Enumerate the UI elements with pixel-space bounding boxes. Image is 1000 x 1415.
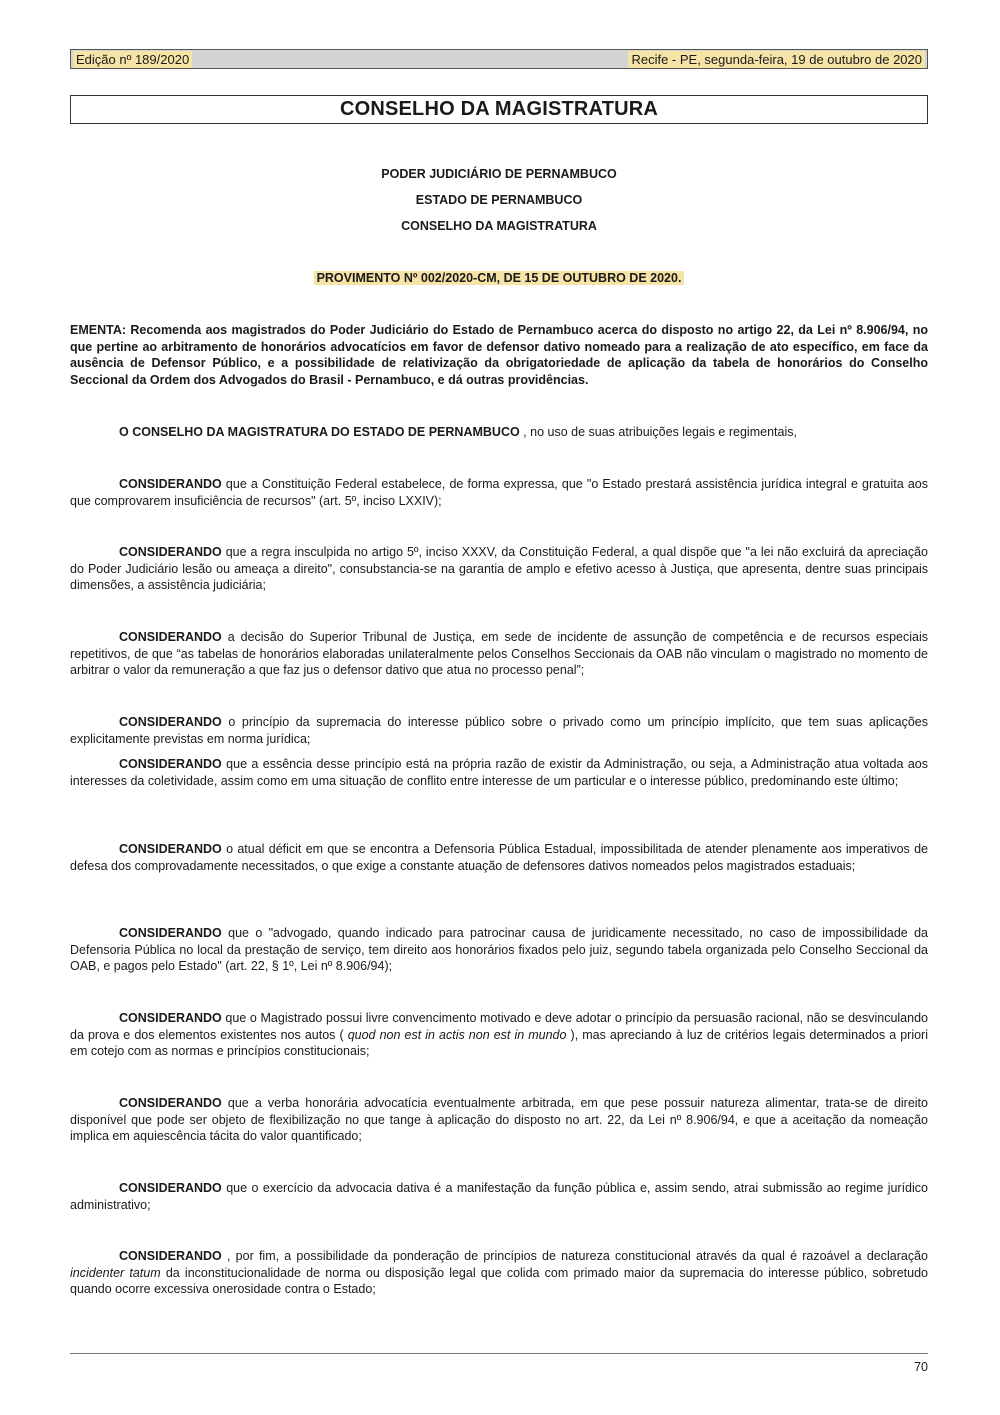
footer-divider xyxy=(70,1353,928,1354)
considerando-text: que a essência desse princípio está na própria razão de existir da Administração, ou seja, a Administração atua voltada aos interesses da coletividade, assim como em uma situação de conflito entre interesse de um particular e o interesse público, predominando este último; xyxy=(70,757,928,788)
section-title-box xyxy=(70,95,928,124)
considerando-text: da inconstitucionalidade de norma ou disposição legal que colida com primado maior da supremacia do interesse público, sobretudo quando ocorre excessiva onerosidade contra o Estado; xyxy=(70,1265,928,1296)
considerando-paragraph xyxy=(70,925,928,975)
considerando-text: ), mas apreciando à luz de critérios legais determinados a priori em cotejo com as normas e princípios constitucionais; xyxy=(70,1027,928,1058)
provimento-title-line xyxy=(70,270,928,286)
page-number: 70 xyxy=(914,1360,928,1374)
considerando-text: , por fim, a possibilidade da ponderação de princípios de natureza constitucional através da qual é razoável a declaração xyxy=(221,1249,928,1263)
considerando-paragraph xyxy=(70,714,928,747)
considerando-paragraph xyxy=(70,756,928,789)
provimento-title: PROVIMENTO Nº 002/2020-CM, DE 15 DE OUTUBRO DE 2020. xyxy=(314,271,685,285)
considerando-text: que o Magistrado possui livre convencimento motivado e deve adotar o princípio da persuasão racional, não se desvinculando da prova e dos elementos existentes nos autos ( xyxy=(70,1011,928,1042)
preamble-paragraph xyxy=(70,424,928,441)
considerando-keyword: CONSIDERANDO xyxy=(119,715,222,729)
considerando-paragraph xyxy=(70,1248,928,1298)
considerando-text: que a verba honorária advocatícia eventualmente arbitrada, em que pese possuir natureza alimentar, trata-se de direito disponível que pode ser objeto de flexibilização no que tange à aplicação do disposto no art. 22, da Lei nº 8.906/94, e que a aceitação da nomeação implica em aquiescência tácita do valor quantificado; xyxy=(70,1096,928,1143)
edition-header-bar xyxy=(70,49,928,69)
considerando-paragraph xyxy=(70,629,928,679)
preamble-bold: O CONSELHO DA MAGISTRATURA DO ESTADO DE PERNAMBUCO xyxy=(119,425,520,439)
considerando-text: a decisão do Superior Tribunal de Justiça, em sede de incidente de assunção de competência e de recursos especiais repetitivos, de que “as tabelas de honorários elaboradas unilateralmente pelos Conselhos Seccionais da OAB não vinculam o magistrado no momento de arbitrar o valor da remuneração a que faz jus o defensor dativo que atua no processo penal”; xyxy=(70,630,928,677)
considerando-paragraph xyxy=(70,1095,928,1145)
edition-number: Edição nº 189/2020 xyxy=(73,51,192,68)
considerando-paragraph xyxy=(70,544,928,594)
latin-expression: quod non est in actis non est in mundo xyxy=(347,1027,567,1042)
considerando-text: o princípio da supremacia do interesse público sobre o privado como um princípio implícito, que tem suas aplicações explicitamente previstas em norma jurídica; xyxy=(70,715,928,746)
considerando-keyword: CONSIDERANDO xyxy=(119,1249,222,1263)
edition-date: Recife - PE, segunda-feira, 19 de outubro de 2020 xyxy=(628,51,925,68)
considerando-keyword: CONSIDERANDO xyxy=(119,757,222,771)
considerando-paragraph xyxy=(70,476,928,509)
preamble-text: , no uso de suas atribuições legais e regimentais, xyxy=(519,425,797,439)
considerando-text: que a regra insculpida no artigo 5º, inciso XXXV, da Constituição Federal, a qual dispõe que "a lei não excluirá da apreciação do Poder Judiciário lesão ou ameaça a direito", consubstancia-se na garantia de amplo e efetivo acesso à Justiça, que apresenta, dentre suas principais dimensões, a assistência judiciária; xyxy=(70,545,928,592)
considerando-text: que a Constituição Federal estabelece, de forma expressa, que "o Estado prestará assistência jurídica integral e gratuita aos que comprovarem insuficiência de recursos" (art. 5º, inciso LXXIV); xyxy=(70,477,928,508)
considerando-keyword: CONSIDERANDO xyxy=(119,1181,222,1195)
ementa-paragraph: EMENTA: Recomenda aos magistrados do Poder Judiciário do Estado de Pernambuco acerca do disposto no artigo 22, da Lei nº 8.906/94, no que pertine ao arbitramento de honorários advocatícios em favor de defensor dativo nomeado para a realização de ato específico, em face da ausência de Defensor Público, e a possibilidade de relativização da obrigatoriedade de aplicação da tabela de honorários do Conselho Seccional da Ordem dos Advogados do Brasil - Pernambuco, e dá outras providências. xyxy=(70,323,928,387)
considerando-keyword: CONSIDERANDO xyxy=(119,842,222,856)
institution-line-council: CONSELHO DA MAGISTRATURA xyxy=(401,219,597,233)
considerando-keyword: CONSIDERANDO xyxy=(119,1096,222,1110)
considerando-paragraph xyxy=(70,841,928,874)
institution-line-state: ESTADO DE PERNAMBUCO xyxy=(415,193,583,207)
considerando-keyword: CONSIDERANDO xyxy=(119,630,222,644)
institution-line-judiciary: PODER JUDICIÁRIO DE PERNAMBUCO xyxy=(381,167,617,181)
considerando-text: que o exercício da advocacia dativa é a manifestação da função pública e, assim sendo, atrai submissão ao regime jurídico administrativo; xyxy=(70,1181,928,1212)
considerando-keyword: CONSIDERANDO xyxy=(119,545,222,559)
considerando-paragraph xyxy=(70,1180,928,1213)
considerando-paragraph xyxy=(70,1010,928,1060)
considerando-keyword: CONSIDERANDO xyxy=(119,1011,222,1025)
considerando-text: o atual déficit em que se encontra a Defensoria Pública Estadual, impossibilitada de atender plenamente aos imperativos de defesa dos comprovadamente necessitados, o que exige a constante atuação de defensores dativos nomeados pelos magistrados estaduais; xyxy=(70,842,928,873)
considerando-keyword: CONSIDERANDO xyxy=(119,926,222,940)
considerando-keyword: CONSIDERANDO xyxy=(119,477,222,491)
considerando-text: que o "advogado, quando indicado para patrocinar causa de juridicamente necessitado, no caso de impossibilidade da Defensoria Pública no local da prestação de serviço, tem direito aos honorários fixados pelo juiz, segundo tabela organizada pelo Conselho Seccional da OAB, e pagos pelo Estado" (art. 22, § 1º, Lei nº 8.906/94); xyxy=(70,926,928,973)
section-title: CONSELHO DA MAGISTRATURA xyxy=(339,98,659,120)
latin-expression: incidenter tatum xyxy=(70,1265,161,1280)
